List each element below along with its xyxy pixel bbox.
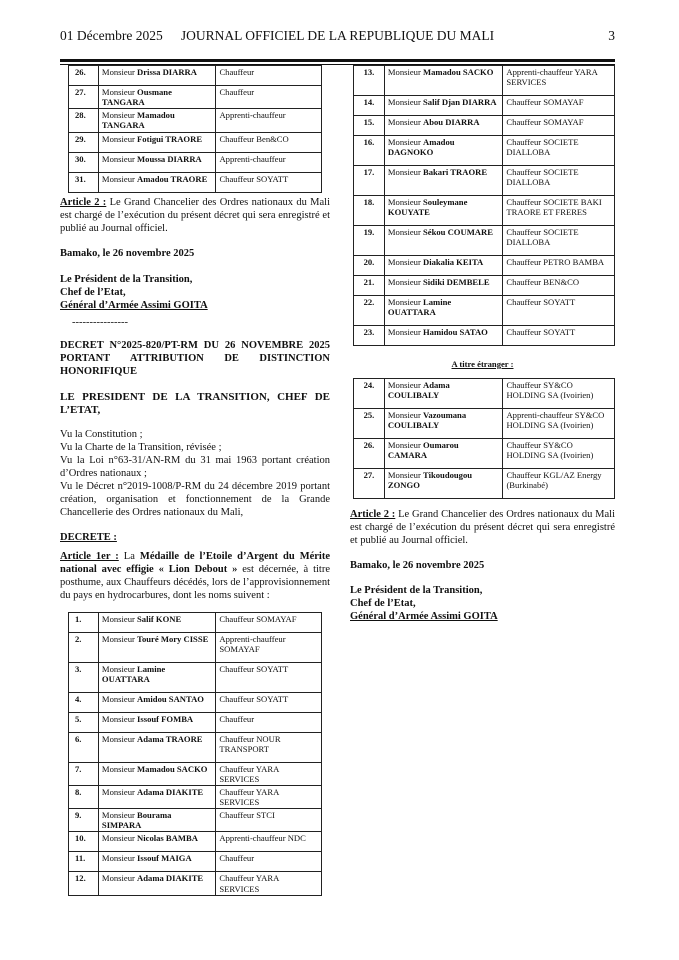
honoree-name-cell <box>98 852 215 872</box>
row-number: 25. <box>354 409 385 439</box>
honoree-prefix: Monsieur <box>101 733 135 744</box>
table-row <box>354 379 615 409</box>
table-row <box>354 96 615 116</box>
row-number: 5. <box>69 712 99 732</box>
honoree-prefix: Monsieur <box>387 277 421 287</box>
row-number: 29. <box>69 132 99 152</box>
honoree-prefix: Monsieur <box>101 87 135 97</box>
honoree-prefix: Monsieur <box>101 133 135 144</box>
row-number: 17. <box>354 166 385 196</box>
honoree-name-cell <box>384 379 503 409</box>
table-row <box>69 132 322 152</box>
honoree-name-cell <box>384 296 503 326</box>
row-number: 23. <box>354 326 385 346</box>
honoree-name-cell <box>384 166 503 196</box>
honoree-name-cell <box>384 276 503 296</box>
honoree-function: Chauffeur SOYATT <box>216 692 322 712</box>
table-row <box>354 116 615 136</box>
honoree-name-cell <box>384 116 503 136</box>
honoree-name-cell <box>98 872 215 895</box>
honoree-name-cell <box>98 692 215 712</box>
table-row <box>69 732 322 762</box>
visas-block <box>60 428 330 519</box>
honoree-name: Issouf FOMBA <box>137 713 194 724</box>
honoree-function: Chauffeur YARA SERVICES <box>216 785 322 808</box>
honoree-function: Chauffeur NOUR TRANSPORT <box>216 732 322 762</box>
table-row <box>69 152 322 172</box>
honoree-name: Nicolas BAMBA <box>137 833 198 844</box>
honoree-name-cell <box>98 66 216 86</box>
honoree-function: Chauffeur BEN&CO <box>503 276 615 296</box>
table-row <box>69 872 322 895</box>
honoree-name-cell <box>98 86 216 109</box>
honoree-function: Apprenti-chauffeur SY&CO HOLDING SA (Ivoirien) <box>503 409 615 439</box>
table-row <box>69 662 322 692</box>
journal-title: JOURNAL OFFICIEL DE LA REPUBLIQUE DU MALI <box>180 28 495 43</box>
table-row <box>69 712 322 732</box>
table-row <box>354 166 615 196</box>
honoree-prefix: Monsieur <box>101 613 135 624</box>
honoree-function: Chauffeur SOCIETE DIALLOBA <box>503 166 615 196</box>
table-row <box>69 86 322 109</box>
honoree-function: Apprenti-chauffeur YARA SERVICES <box>503 66 615 96</box>
page-number: 3 <box>608 28 615 43</box>
row-number: 22. <box>354 296 385 326</box>
right-column <box>350 65 615 623</box>
honoree-name: Oumarou CAMARA <box>387 440 459 461</box>
decree1-date: Bamako, le 26 novembre 2025 <box>60 247 195 259</box>
honoree-name: Amidou SANTAO <box>137 693 204 704</box>
honoree-name-cell <box>98 132 216 152</box>
honoree-prefix: Monsieur <box>387 257 421 267</box>
honoree-function: Chauffeur SOMAYAF <box>216 612 322 632</box>
table-row <box>69 852 322 872</box>
honorees-table-foreign <box>353 378 615 499</box>
honoree-name-cell <box>384 469 503 499</box>
honoree-function: Chauffeur SOYATT <box>503 296 615 326</box>
foreign-heading: A titre étranger : <box>451 359 514 369</box>
table-row <box>354 196 615 226</box>
honoree-prefix: Monsieur <box>387 197 421 207</box>
row-number: 2. <box>69 632 99 662</box>
row-number: 16. <box>354 136 385 166</box>
row-number: 27. <box>69 86 99 109</box>
honoree-name: Salif KONE <box>137 613 182 624</box>
honoree-prefix: Monsieur <box>387 167 421 177</box>
honoree-name: Sékou COUMARE <box>423 227 493 237</box>
honoree-prefix: Monsieur <box>101 763 135 774</box>
honoree-name: Hamidou SATAO <box>423 327 488 337</box>
decree1-article2: Article 2 : Le Grand Chancelier des Ordres nationaux du Mali est chargé de l’exécution du présent décret qui sera enregistré et publié au Journal officiel. <box>60 196 330 234</box>
table-row <box>69 809 322 832</box>
honoree-prefix: Monsieur <box>387 297 421 307</box>
honoree-name: Adama TRAORE <box>137 733 203 744</box>
table-row <box>69 785 322 808</box>
honoree-name-cell <box>384 256 503 276</box>
honoree-prefix: Monsieur <box>101 173 135 184</box>
row-number: 4. <box>69 692 99 712</box>
honorees-table-top-left <box>68 65 322 193</box>
honoree-name-cell <box>384 196 503 226</box>
honoree-function: Chauffeur YARA SERVICES <box>216 762 322 785</box>
decrete-heading: DECRETE : <box>60 531 117 543</box>
honoree-prefix: Monsieur <box>101 853 135 864</box>
honoree-prefix: Monsieur <box>101 810 135 821</box>
honoree-name: Bourama SIMPARA <box>101 810 172 831</box>
honoree-prefix: Monsieur <box>101 633 135 644</box>
table-row <box>354 326 615 346</box>
row-number: 11. <box>69 852 99 872</box>
decree2-date: Bamako, le 26 novembre 2025 <box>350 560 485 571</box>
honoree-prefix: Monsieur <box>101 833 135 844</box>
honoree-name: Mamadou SACKO <box>423 67 494 77</box>
row-number: 21. <box>354 276 385 296</box>
honoree-function: Chauffeur YARA SERVICES <box>216 872 322 895</box>
row-number: 6. <box>69 732 99 762</box>
honoree-name-cell <box>98 809 215 832</box>
honoree-function: Chauffeur SOCIETE DIALLOBA <box>503 226 615 256</box>
table-row <box>354 226 615 256</box>
honorees-table-bottom-left <box>68 612 322 896</box>
row-number: 26. <box>354 439 385 469</box>
honoree-prefix: Monsieur <box>101 786 135 797</box>
honoree-prefix: Monsieur <box>387 137 421 147</box>
decree2-article1: Article 1er : La Médaille de l’Etoile d’Argent du Mérite national avec effigie « Lion Debout » est décernée, à titre posthume, aux Chauffeurs décédés, lors de l’approvisionnement du pays en hydrocarbures, dont les noms suivent : <box>60 550 331 601</box>
honoree-name: Mamadou SACKO <box>137 763 208 774</box>
honoree-name-cell <box>98 632 215 662</box>
decree1-signature: Le Président de la Transition, Chef de l’Etat, Général d’Armée Assimi GOITA <box>60 273 208 311</box>
honoree-prefix: Monsieur <box>387 117 421 127</box>
honoree-name: Adama COULIBALY <box>387 380 450 401</box>
honoree-prefix: Monsieur <box>101 873 135 884</box>
honoree-name: Moussa DIARRA <box>137 153 202 164</box>
honoree-name-cell <box>384 439 503 469</box>
honoree-function: Chauffeur <box>216 86 322 109</box>
honoree-name: Adama DIAKITE <box>137 873 204 884</box>
row-number: 30. <box>69 152 99 172</box>
honoree-function: Chauffeur PETRO BAMBA <box>503 256 615 276</box>
row-number: 24. <box>354 379 385 409</box>
table-row <box>69 612 322 632</box>
honoree-name-cell <box>98 762 215 785</box>
honoree-function: Chauffeur SOMAYAF <box>503 116 615 136</box>
table-row <box>354 276 615 296</box>
honoree-function: Chauffeur SOYATT <box>216 172 322 192</box>
table-row <box>354 439 615 469</box>
honoree-name: Bakari TRAORE <box>423 167 488 177</box>
honoree-function: Apprenti-chauffeur SOMAYAF <box>216 632 322 662</box>
honoree-function: Chauffeur <box>216 66 322 86</box>
honoree-name: Diakalia KEITA <box>423 257 484 267</box>
honoree-prefix: Monsieur <box>101 663 135 674</box>
honoree-prefix: Monsieur <box>101 713 135 724</box>
decree2-signature: Le Président de la Transition, Chef de l’Etat, Général d’Armée Assimi GOITA <box>350 585 498 622</box>
row-number: 19. <box>354 226 385 256</box>
honoree-name: Drissa DIARRA <box>137 67 197 77</box>
row-number: 9. <box>69 809 99 832</box>
honoree-function: Chauffeur SOYATT <box>216 662 322 692</box>
decree2-article2: Article 2 : Le Grand Chancelier des Ordres nationaux du Mali est chargé de l’exécution du présent décret qui sera enregistré et publié au Journal officiel. <box>350 509 615 546</box>
honoree-function: Apprenti-chauffeur NDC <box>216 832 322 852</box>
honoree-name: Adama DIAKITE <box>137 786 204 797</box>
honoree-name-cell <box>98 109 216 132</box>
honoree-name-cell <box>384 326 503 346</box>
row-number: 7. <box>69 762 99 785</box>
honoree-name: Fotigui TRAORE <box>137 133 203 144</box>
honoree-name-cell <box>98 662 215 692</box>
honoree-function: Chauffeur SOMAYAF <box>503 96 615 116</box>
honoree-prefix: Monsieur <box>387 227 421 237</box>
honoree-name: Sidiki DEMBELE <box>423 277 490 287</box>
left-column <box>60 65 330 896</box>
honoree-function: Chauffeur <box>216 712 322 732</box>
table-row <box>354 409 615 439</box>
table-row <box>354 469 615 499</box>
visa: Vu la Charte de la Transition, révisée ; <box>60 441 222 453</box>
honoree-function: Chauffeur SOCIETE BAKI TRAORE ET FRERES <box>503 196 615 226</box>
table-row <box>69 172 322 192</box>
row-number: 28. <box>69 109 99 132</box>
honoree-function: Chauffeur STCI <box>216 809 322 832</box>
honoree-prefix: Monsieur <box>387 67 421 77</box>
row-number: 20. <box>354 256 385 276</box>
honoree-prefix: Monsieur <box>387 97 421 107</box>
visa: Vu la Constitution ; <box>60 428 143 440</box>
honoree-name: Ousmane TANGARA <box>101 87 172 108</box>
honoree-name: Lamine OUATTARA <box>387 297 452 318</box>
row-number: 27. <box>354 469 385 499</box>
row-number: 14. <box>354 96 385 116</box>
table-row <box>69 762 322 785</box>
row-number: 10. <box>69 832 99 852</box>
honoree-name: Lamine OUATTARA <box>101 663 166 684</box>
honoree-prefix: Monsieur <box>387 440 421 450</box>
row-number: 3. <box>69 662 99 692</box>
honoree-name-cell <box>384 66 503 96</box>
honoree-name: Issouf MAIGA <box>137 853 192 864</box>
honoree-name-cell <box>384 96 503 116</box>
header-date: 01 Décembre 2025 <box>60 28 163 43</box>
table-row <box>69 692 322 712</box>
honoree-name-cell <box>384 136 503 166</box>
honoree-name-cell <box>384 409 503 439</box>
honoree-name-cell <box>98 612 215 632</box>
decree2-authority: LE PRESIDENT DE LA TRANSITION, CHEF DE L’ETAT, <box>60 390 330 416</box>
honoree-name-cell <box>98 152 216 172</box>
honoree-name: Amadou TRAORE <box>137 173 208 184</box>
honoree-name: Touré Mory CISSE <box>137 633 209 644</box>
honoree-prefix: Monsieur <box>387 327 421 337</box>
honoree-name: Mamadou TANGARA <box>101 110 175 131</box>
row-number: 13. <box>354 66 385 96</box>
honoree-name: Souleymane KOUYATE <box>387 197 468 218</box>
visa: Vu la Loi n°63-31/AN-RM du 31 mai 1963 portant création d’Ordres nationaux ; <box>60 454 330 479</box>
table-row <box>69 66 322 86</box>
honoree-function: Chauffeur KGL/AZ Energy (Burkinabé) <box>503 469 615 499</box>
honoree-name-cell <box>98 172 216 192</box>
honoree-prefix: Monsieur <box>387 380 421 390</box>
row-number: 31. <box>69 172 99 192</box>
honoree-prefix: Monsieur <box>101 67 135 77</box>
honoree-name: Vazoumana COULIBALY <box>387 410 467 431</box>
honoree-name-cell <box>98 712 215 732</box>
honoree-function: Chauffeur SY&CO HOLDING SA (Ivoirien) <box>503 379 615 409</box>
row-number: 12. <box>69 872 99 895</box>
table-row <box>69 109 322 132</box>
honoree-prefix: Monsieur <box>101 153 135 164</box>
table-row <box>354 136 615 166</box>
honoree-name-cell <box>98 832 215 852</box>
honorees-table-right <box>353 65 615 346</box>
separator: ---------------- <box>72 316 128 328</box>
honoree-prefix: Monsieur <box>101 110 135 121</box>
row-number: 1. <box>69 612 99 632</box>
honoree-name: Salif Djan DIARRA <box>423 97 497 107</box>
honoree-name: Abou DIARRA <box>423 117 480 127</box>
row-number: 18. <box>354 196 385 226</box>
visa: Vu le Décret n°2019-1008/P-RM du 24 décembre 2019 portant création, organisation et fonctionnement de la Grande Chancellerie des Ordres nationaux du Mali, <box>60 480 330 518</box>
honoree-function: Chauffeur Ben&CO <box>216 132 322 152</box>
honoree-function: Chauffeur SOCIETE DIALLOBA <box>503 136 615 166</box>
honoree-function: Apprenti-chauffeur <box>216 109 322 132</box>
table-row <box>69 832 322 852</box>
honoree-name-cell <box>98 732 215 762</box>
honoree-name-cell <box>384 226 503 256</box>
honoree-name: Tikoudougou ZONGO <box>387 470 473 491</box>
honoree-prefix: Monsieur <box>387 470 421 480</box>
honoree-function: Chauffeur SY&CO HOLDING SA (Ivoirien) <box>503 439 615 469</box>
header-rule-thick <box>60 59 615 62</box>
table-row <box>69 632 322 662</box>
row-number: 26. <box>69 66 99 86</box>
table-row <box>354 296 615 326</box>
honoree-function: Apprenti-chauffeur <box>216 152 322 172</box>
row-number: 8. <box>69 785 99 808</box>
honoree-name-cell <box>98 785 215 808</box>
decree2-title: DECRET N°2025-820/PT-RM DU 26 NOVEMBRE 2025 PORTANT ATTRIBUTION DE DISTINCTION HONORIFIQUE <box>60 339 330 377</box>
row-number: 15. <box>354 116 385 136</box>
honoree-prefix: Monsieur <box>387 410 421 420</box>
table-row <box>354 256 615 276</box>
honoree-function: Chauffeur SOYATT <box>503 326 615 346</box>
honoree-name: Amadou DAGNOKO <box>387 137 455 158</box>
honoree-function: Chauffeur <box>216 852 322 872</box>
table-row <box>354 66 615 96</box>
honoree-prefix: Monsieur <box>101 693 135 704</box>
page-header <box>60 28 615 46</box>
